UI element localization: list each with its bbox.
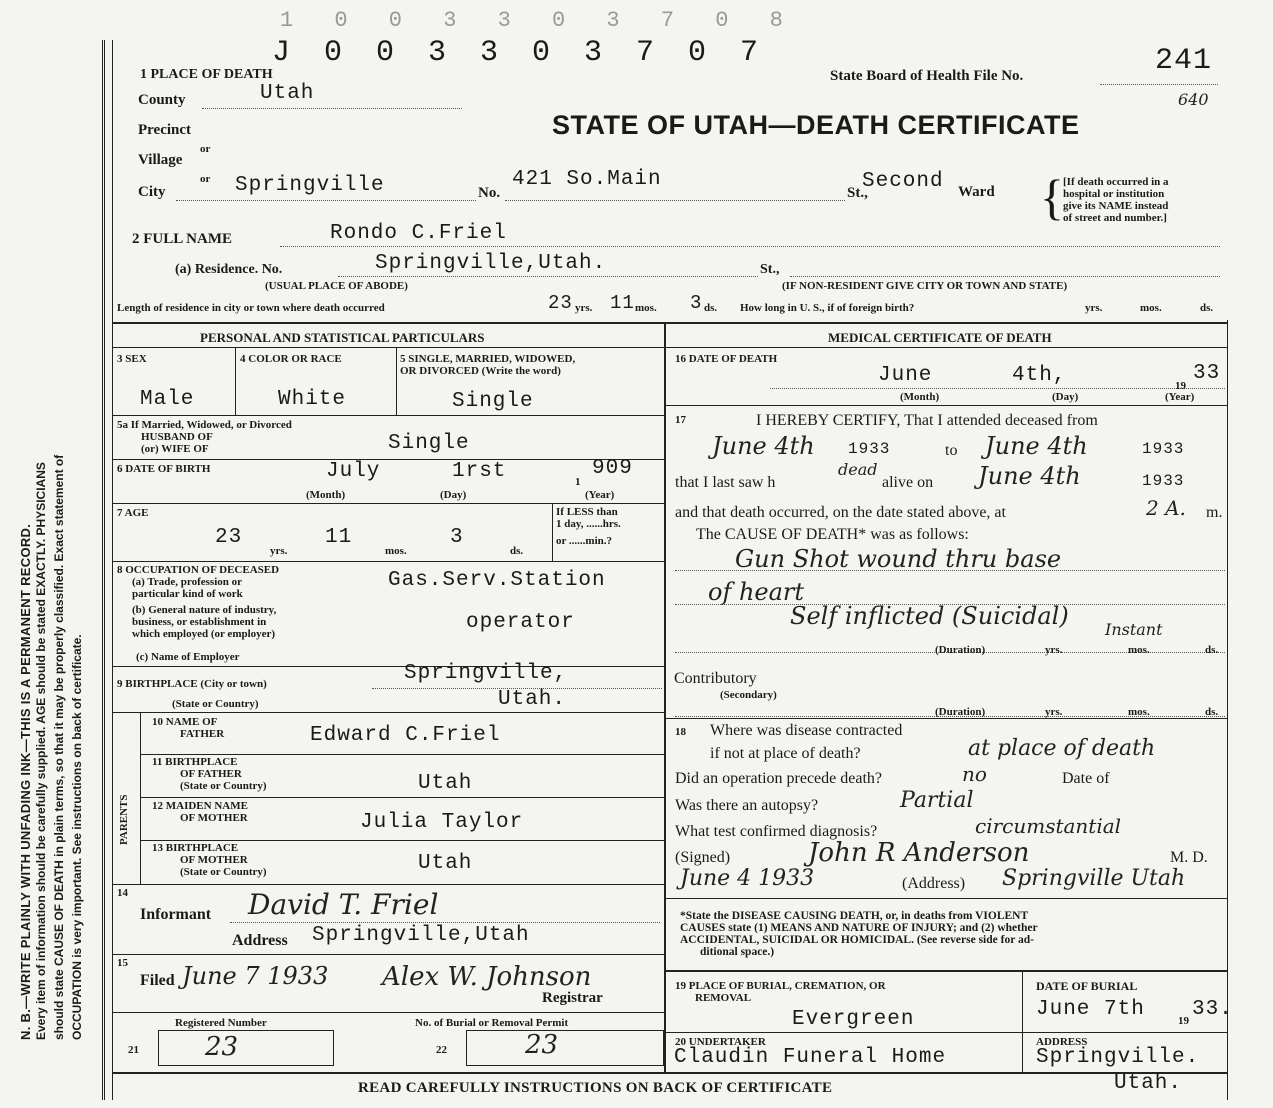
age-yrs-label: yrs. [270,545,288,557]
row-rule-2 [112,459,664,460]
occupation-label: 8 OCCUPATION OF DECEASED [117,564,280,576]
row-rule-3 [112,503,664,504]
autopsy-label: Was there an autopsy? [675,797,819,814]
duration-ds-label-2: ds. [1205,706,1219,718]
undertaker-address-1: Springville. [1036,1046,1200,1069]
dob-year-label: (Year) [585,489,615,501]
attended-to: June 4th [985,432,1088,460]
file-no-label: State Board of Health File No. [830,68,1024,84]
burial-date-label: DATE OF BURIAL [1036,979,1138,993]
mother-birthplace-label-line-3: (State or Country) [180,866,267,878]
length-mos-label: mos. [635,302,657,314]
age-yrs-value: 23 [215,526,243,549]
death-year-label: (Year) [1165,391,1195,403]
footer-instructions: READ CAREFULLY INSTRUCTIONS ON BACK OF CERTIFICATE [358,1080,833,1096]
informant-number: 14 [117,887,128,899]
less-than-line-3: or ......min.? [556,535,613,547]
registered-number-label: Registered Number [175,1017,267,1029]
occupation-a-line-2: particular kind of work [132,588,243,600]
street-no-label: No. [478,185,501,201]
medical-rule-5 [664,1032,1227,1033]
dob-day-label: (Day) [440,489,467,501]
marital-label-line-1: 5 SINGLE, MARRIED, WIDOWED, [400,353,576,365]
margin-instruction-3: OCCUPATION is very important. See instructions on back of certificate. [70,634,84,1040]
dob-month: July [326,460,381,483]
brace-icon: { [1040,169,1064,225]
death-day: 4th, [1012,364,1067,387]
age-mos-label: mos. [385,545,407,557]
hospital-note-line-4: of street and number.] [1063,212,1167,224]
residence-st-label: St., [760,262,780,277]
father-name-label-line-1: 10 NAME OF [152,716,218,728]
margin-instruction-1: Every item of information should be carefully supplied. AGE should be stated EXACTLY. PHYSICIANS [34,462,48,1040]
occupation-b-line-2: business, or establishment in [132,616,267,628]
q18-number: 18 [675,726,686,738]
father-birthplace-label-line-2: OF FATHER [180,768,242,780]
age-ds-label: ds. [510,545,524,557]
burial-date-divider [1022,970,1023,1072]
informant-address-value: Springville,Utah [312,924,530,947]
occupation-b-line-1: (b) General nature of industry, [132,604,277,616]
death-month-label: (Month) [900,391,940,403]
personal-section-title: PERSONAL AND STATISTICAL PARTICULARS [200,330,485,345]
hospital-note-line-1: [If death occurred in a [1063,176,1169,188]
filed-date: June 7 1933 [182,962,329,990]
hospital-note [1063,176,1169,224]
how-long-label: How long in U. S., if of foreign birth? [740,302,915,314]
secondary-label: (Secondary) [720,689,777,701]
city-label: City [138,184,166,200]
last-saw-year: 1933 [1142,472,1185,490]
registrar-signature: Alex W. Johnson [382,962,592,992]
to-label: to [945,442,958,459]
date-of-operation-label: Date of [1062,770,1110,787]
autopsy-value: Partial [900,788,974,813]
duration-ds-label-1: ds. [1205,644,1219,656]
sex-color-divider [235,347,236,415]
contributory-label: Contributory [674,670,757,687]
medical-rule-1 [664,405,1227,406]
father-birthplace-label-line-3: (State or Country) [180,780,267,792]
cause-3: Self inflicted (Suicidal) [790,602,1069,630]
row-rule-10 [112,884,664,885]
employer-label: (c) Name of Employer [136,651,240,663]
last-saw-handwritten: dead [838,460,878,479]
undertaker-address-2: Utah. [1114,1072,1183,1095]
physician-address-label: (Address) [902,875,966,892]
registered-number-prefix: 21 [128,1044,139,1056]
certify-number: 17 [675,414,686,426]
violent-causes-note-line-2: CAUSES state (1) MEANS AND NATURE OF INJURY; and (2) whether [680,922,1038,934]
duration-mos-label-2: mos. [1128,706,1150,718]
hospital-note-line-3: give its NAME instead [1063,200,1169,212]
spouse-label-line-2: HUSBAND OF [141,431,213,443]
dob-year-prefix: 1 [575,476,581,488]
certificate-title: STATE OF UTAH—DEATH CERTIFICATE [552,110,1080,140]
less-than-line-1: If LESS than [556,506,618,518]
street-line [505,200,845,201]
burial-place-value: Evergreen [792,1008,915,1031]
county-line [202,108,462,109]
file-no-line [1100,84,1218,85]
margin-instruction-2: should state CAUSE OF DEATH in plain terms, so that it may be properly classified. Exact statement of [52,454,66,1040]
burial-place-label-line-1: 19 PLACE OF BURIAL, CREMATION, OR [675,980,886,992]
marital-label [400,353,575,377]
residence-value: Springville,Utah. [375,252,607,275]
filed-number: 15 [117,957,128,969]
row-rule-4 [112,561,664,562]
ward-value: Second [862,170,944,193]
main-grid-top [112,322,1227,324]
cause-2: of heart [708,578,805,606]
mother-birthplace-value: Utah [418,852,473,875]
spouse-label [117,419,292,455]
informant-address-label: Address [232,932,288,949]
mother-name-label-line-2: OF MOTHER [180,812,248,824]
dob-year: 909 [592,457,633,480]
right-border [1227,320,1228,1100]
us-mos-label: mos. [1140,302,1162,314]
birthplace-label: 9 BIRTHPLACE (City or town) [117,678,267,690]
death-time-label: and that death occurred, on the date stated above, at [675,504,1006,521]
row-rule-7 [140,754,664,755]
undertaker-label: 20 UNDERTAKER [675,1036,766,1048]
violent-causes-note-line-3: ACCIDENTAL, SUICIDAL OR HOMICIDAL. (See reverse side for ad- [680,934,1034,946]
birthplace-state-label: (State or Country) [172,698,259,710]
less-than-line-2: 1 day, ......hrs. [556,518,621,530]
full-name-label: 2 FULL NAME [132,231,233,247]
signed-date: June 4 1933 [680,866,815,891]
informant-label: Informant [140,906,212,923]
physician-address: Springville Utah [1002,866,1186,891]
birthplace-state: Utah. [498,688,567,711]
file-no-handwritten: 640 [1178,90,1209,109]
less-than-divider [552,503,553,561]
main-grid-bottom [112,1072,1227,1074]
occupation-a-label [132,576,243,600]
row-rule-11 [112,954,664,955]
nonresident-note: (IF NON-RESIDENT GIVE CITY OR TOWN AND STATE) [782,280,1068,292]
burial-place-label [675,980,886,1004]
father-name-value: Edward C.Friel [310,724,501,747]
left-border [102,40,105,1100]
county-value: Utah [260,82,315,105]
age-label: 7 AGE [117,507,149,519]
father-birthplace-label [152,756,267,792]
registered-number-value: 23 [205,1032,239,1062]
length-of-residence-label: Length of residence in city or town where death occurred [117,302,385,314]
residence-st-line [790,276,1220,277]
filed-label: Filed [140,972,175,989]
date-of-death-label: 16 DATE OF DEATH [675,353,778,365]
row-rule-6 [112,712,664,713]
duration-yrs-label-1: yrs. [1045,644,1063,656]
death-year: 33 [1193,362,1221,385]
length-mos-value: 11 [610,292,635,314]
if-not-label: if not at place of death? [710,745,861,762]
age-mos-value: 11 [325,526,353,549]
md-label: M. D. [1170,849,1208,866]
hospital-note-line-2: hospital or institution [1063,188,1165,200]
cause-1: Gun Shot wound thru base [735,545,1062,573]
city-line [176,200,476,201]
color-value: White [278,388,347,411]
test-value: circumstantial [975,814,1122,838]
length-ds-label: ds. [704,302,718,314]
where-contracted-label: Where was disease contracted [710,722,903,739]
parents-label: PARENTS [118,794,130,845]
medical-section-title: MEDICAL CERTIFICATE OF DEATH [828,330,1052,345]
operation-value: no [962,762,987,786]
full-name-value: Rondo C.Friel [330,222,507,245]
cause-label: The CAUSE OF DEATH* was as follows: [696,526,969,543]
or-label-2: or [200,173,211,185]
am-label: m. [1206,504,1223,521]
inner-left-border [112,40,113,1100]
village-label: Village [138,152,183,168]
duration-label-2: (Duration) [935,706,986,718]
duration-mos-label-1: mos. [1128,644,1150,656]
father-name-label-line-2: FATHER [180,728,225,740]
full-name-line [280,246,1220,247]
duration-label-1: (Duration) [935,644,986,656]
last-saw-label: that I last saw h [675,474,776,491]
row-rule-9 [140,840,664,841]
medical-title-rule [664,347,1227,348]
ward-label: Ward [958,184,995,200]
alive-on-label: alive on [882,474,934,491]
dob-day: 1rst [452,460,507,483]
age-ds-value: 3 [450,526,464,549]
burial-permit-prefix: 22 [436,1044,447,1056]
less-than-label [556,506,621,547]
street-value: 421 So.Main [512,168,662,191]
burial-permit-value: 23 [525,1030,559,1060]
personal-title-rule [112,347,664,348]
spouse-label-line-1: 5a If Married, Widowed, or Divorced [117,419,292,431]
serial-number: J 0 0 3 3 0 3 7 0 7 [272,36,767,70]
length-ds-value: 3 [690,292,703,314]
birthplace-city: Springville, [404,662,568,685]
operation-label: Did an operation precede death? [675,770,883,787]
residence-line [338,276,758,277]
violent-causes-note [680,910,1038,958]
violent-causes-note-line-4: ditional space.) [700,946,775,958]
medical-rule-4 [664,970,1227,972]
mother-birthplace-label-line-1: 13 BIRTHPLACE [152,842,239,854]
date-of-death-line [770,388,1225,389]
where-contracted-value: at place of death [968,736,1156,761]
burial-permit-label: No. of Burial or Removal Permit [415,1017,569,1029]
duration-yrs-label-2: yrs. [1045,706,1063,718]
row-rule-1 [112,415,664,416]
row-rule-5 [112,666,664,667]
burial-year-value: 33. [1192,998,1233,1021]
us-ds-label: ds. [1200,302,1214,314]
color-marital-divider [396,347,397,415]
usual-abode-label: (USUAL PLACE OF ABODE) [265,280,408,292]
last-saw-date: June 4th [978,462,1081,490]
file-no-value: 241 [1155,44,1213,78]
certify-text: I HEREBY CERTIFY, That I attended deceased from [756,412,1098,429]
sex-value: Male [140,388,195,411]
death-month: June [878,364,933,387]
attended-from: June 4th [712,432,815,460]
registrar-label: Registrar [542,990,603,1006]
mother-birthplace-label [152,842,267,878]
length-yrs-label: yrs. [575,302,593,314]
mother-name-value: Julia Taylor [360,811,524,834]
occupation-b-label [132,604,276,640]
marital-label-line-2: OR DIVORCED (Write the word) [400,365,561,377]
burial-date-value: June 7th [1036,998,1145,1021]
cause-duration: Instant [1105,620,1163,639]
marital-value: Single [452,390,534,413]
test-label: What test confirmed diagnosis? [675,823,878,840]
burial-place-label-line-2: REMOVAL [695,992,752,1004]
burial-year-prefix: 19 [1178,1015,1189,1027]
place-of-death-label: 1 PLACE OF DEATH [140,67,273,82]
undertaker-address-label: ADDRESS [1036,1036,1088,1048]
mother-birthplace-label-line-2: OF MOTHER [180,854,248,866]
occupation-a-line-1: (a) Trade, profession or [132,576,242,588]
informant-line [230,922,660,923]
violent-causes-note-line-1: *State the DISEASE CAUSING DEATH, or, in deaths from VIOLENT [680,910,1029,922]
sex-label: 3 SEX [117,353,147,365]
father-name-label [152,716,224,740]
county-label: County [138,92,186,108]
spouse-value: Single [388,432,470,455]
death-day-label: (Day) [1052,391,1079,403]
or-label-1: or [200,143,211,155]
row-rule-12 [112,1012,664,1013]
mother-name-label [152,800,248,824]
occupation-value: Gas.Serv.Station [388,569,606,592]
medical-rule-3 [664,898,1227,899]
informant-signature: David T. Friel [248,888,439,921]
industry-value: operator [466,611,575,634]
occupation-b-line-3: which employed (or employer) [132,628,276,640]
medical-rule-2 [664,718,1227,719]
serial-number-faint: 1 0 0 3 3 0 3 7 0 8 [280,8,797,33]
father-birthplace-label-line-1: 11 BIRTHPLACE [152,756,238,768]
us-yrs-label: yrs. [1085,302,1103,314]
st-label: St., [847,185,868,201]
mother-name-label-line-1: 12 MAIDEN NAME [152,800,248,812]
burial-permit-box [466,1030,664,1066]
death-year-prefix: 19 [1175,380,1186,392]
residence-label: (a) Residence. No. [175,262,283,277]
death-time: 2 A. [1146,496,1186,520]
registered-number-box [158,1030,334,1066]
signed-label: (Signed) [675,849,731,866]
main-divider [664,322,666,1072]
length-yrs-value: 23 [548,292,573,314]
attended-to-year: 1933 [1142,440,1185,458]
parents-divider [140,712,141,884]
city-value: Springville [235,174,385,197]
color-label: 4 COLOR OR RACE [240,353,342,365]
precinct-label: Precinct [138,122,192,138]
undertaker-value: Claudin Funeral Home [674,1046,947,1069]
dob-month-label: (Month) [306,489,346,501]
father-birthplace-value: Utah [418,772,473,795]
spouse-label-line-3: (or) WIFE OF [141,443,209,455]
dob-label: 6 DATE OF BIRTH [117,463,211,475]
physician-signature: John R Anderson [808,838,1030,868]
margin-notice: N. B.—WRITE PLAINLY WITH UNFADING INK—THIS IS A PERMANENT RECORD. [18,523,33,1040]
row-rule-8 [140,797,664,798]
attended-from-year: 1933 [848,440,891,458]
